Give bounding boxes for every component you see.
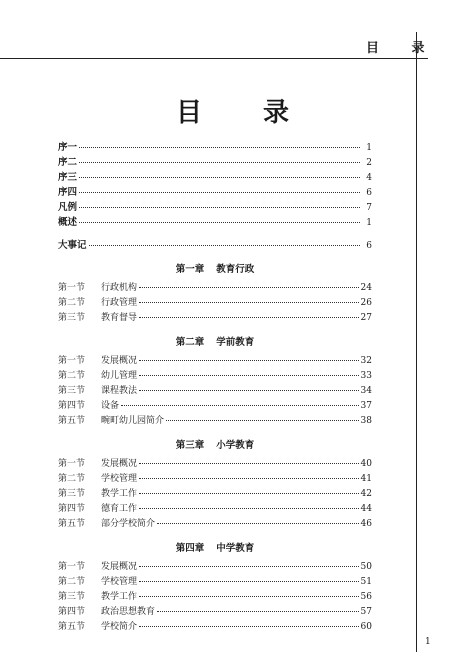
section-page: 37 <box>360 401 372 411</box>
section-name: 畹町幼儿园简介 <box>101 416 165 426</box>
section-page: 50 <box>360 562 372 572</box>
section-number: 第二节 <box>58 474 86 484</box>
page-number: 1 <box>425 637 431 647</box>
section-page: 38 <box>360 416 372 426</box>
spacer <box>58 230 372 238</box>
section-number: 第三节 <box>58 489 86 499</box>
toc-section-entry[interactable] <box>58 605 372 620</box>
toc-entry[interactable] <box>58 140 372 155</box>
section-number: 第五节 <box>58 519 86 529</box>
chapter-title: 小学教育 <box>216 440 255 451</box>
section-page: 56 <box>360 592 372 602</box>
section-page: 42 <box>360 489 372 499</box>
toc-section-entry[interactable] <box>58 472 372 487</box>
toc-section-entry[interactable] <box>58 281 372 296</box>
chapter-heading <box>58 538 372 560</box>
section-name: 行政机构 <box>101 283 138 293</box>
toc-section-entry[interactable] <box>58 296 372 311</box>
leader-dots <box>139 478 359 479</box>
toc-section-entry[interactable] <box>58 517 372 532</box>
chapter-number: 第二章 <box>175 337 205 348</box>
section-page: 33 <box>360 371 372 381</box>
chapter-title: 中学教育 <box>216 543 255 554</box>
section-name: 政治思想教育 <box>101 607 156 617</box>
leader-dots <box>139 375 359 376</box>
leader-dots <box>121 405 359 406</box>
toc-section-entry[interactable] <box>58 620 372 635</box>
section-name: 发展概况 <box>101 459 138 469</box>
leader-dots <box>139 508 359 509</box>
chapter-number: 第四章 <box>175 543 205 554</box>
toc-section-entry[interactable] <box>58 590 372 605</box>
running-header: 目 录 <box>366 41 439 56</box>
toc-entry-label: 序二 <box>58 157 78 168</box>
toc-entry-page: 1 <box>366 218 372 228</box>
section-name: 教育督导 <box>101 313 138 323</box>
toc-entry-page: 2 <box>366 158 372 168</box>
section-page: 32 <box>360 356 372 366</box>
toc-section-entry[interactable] <box>58 457 372 472</box>
section-number: 第四节 <box>58 401 86 411</box>
section-number: 第三节 <box>58 386 86 396</box>
header-vertical-rule <box>416 32 417 652</box>
section-name: 课程教法 <box>101 386 138 396</box>
leader-dots <box>139 493 359 494</box>
toc-entry-page: 7 <box>366 203 372 213</box>
section-name: 幼儿管理 <box>101 371 138 381</box>
toc-entry[interactable] <box>58 170 372 185</box>
section-name: 发展概况 <box>101 356 138 366</box>
toc-section-entry[interactable] <box>58 575 372 590</box>
section-name: 学校管理 <box>101 474 138 484</box>
toc-entry-label: 概述 <box>58 217 78 228</box>
leader-dots <box>79 192 360 193</box>
toc-entry-label: 序四 <box>58 187 78 198</box>
toc-entry[interactable] <box>58 215 372 230</box>
toc-entry-chronicle[interactable] <box>58 238 372 253</box>
section-page: 46 <box>360 519 372 529</box>
section-page: 26 <box>360 298 372 308</box>
chapter-heading <box>58 435 372 457</box>
section-name: 学校管理 <box>101 577 138 587</box>
section-number: 第五节 <box>58 622 86 632</box>
leader-dots <box>79 147 360 148</box>
section-name: 教学工作 <box>101 489 138 499</box>
section-name: 部分学校简介 <box>101 519 156 529</box>
toc-entry[interactable] <box>58 155 372 170</box>
chapter-number: 第三章 <box>175 440 205 451</box>
section-number: 第一节 <box>58 562 86 572</box>
toc-section-entry[interactable] <box>58 384 372 399</box>
section-page: 34 <box>360 386 372 396</box>
toc-entry-label: 序一 <box>58 142 78 153</box>
toc-section-entry[interactable] <box>58 487 372 502</box>
toc-entry-page: 1 <box>366 143 372 153</box>
section-name: 行政管理 <box>101 298 138 308</box>
toc-entry[interactable] <box>58 185 372 200</box>
chapter-heading <box>58 332 372 354</box>
section-number: 第一节 <box>58 356 86 366</box>
chapter-title: 教育行政 <box>216 264 255 275</box>
leader-dots <box>139 287 359 288</box>
leader-dots <box>139 463 359 464</box>
leader-dots <box>166 420 359 421</box>
section-name: 设备 <box>101 401 120 411</box>
section-page: 24 <box>360 283 372 293</box>
chapter-heading <box>58 259 372 281</box>
section-page: 27 <box>360 313 372 323</box>
leader-dots <box>139 390 359 391</box>
toc-entry-label: 大事记 <box>58 240 87 251</box>
section-page: 44 <box>360 504 372 514</box>
leader-dots <box>139 566 359 567</box>
toc-entry-page: 6 <box>366 188 372 198</box>
section-page: 51 <box>360 577 372 587</box>
section-name: 德育工作 <box>101 504 138 514</box>
section-name: 学校简介 <box>101 622 138 632</box>
toc-entry-page: 6 <box>366 241 372 251</box>
leader-dots <box>139 626 359 627</box>
page-title: 目 录 <box>176 98 316 128</box>
toc-entry-label: 序三 <box>58 172 78 183</box>
leader-dots <box>139 581 359 582</box>
leader-dots <box>139 317 359 318</box>
toc-section-entry[interactable] <box>58 354 372 369</box>
chapter-title: 学前教育 <box>216 337 255 348</box>
leader-dots <box>89 245 360 246</box>
toc-section-entry[interactable] <box>58 560 372 575</box>
section-number: 第一节 <box>58 459 86 469</box>
leader-dots <box>79 162 360 163</box>
table-of-contents <box>58 140 372 635</box>
toc-section-entry[interactable] <box>58 311 372 326</box>
chapter-number: 第一章 <box>175 264 205 275</box>
section-page: 40 <box>360 459 372 469</box>
leader-dots <box>79 222 360 223</box>
leader-dots <box>79 177 360 178</box>
leader-dots <box>157 611 359 612</box>
leader-dots <box>157 523 359 524</box>
toc-entry-page: 4 <box>366 173 372 183</box>
section-number: 第五节 <box>58 416 86 426</box>
section-page: 41 <box>360 474 372 484</box>
toc-section-entry[interactable] <box>58 414 372 429</box>
toc-section-entry[interactable] <box>58 502 372 517</box>
section-page: 60 <box>360 622 372 632</box>
toc-section-entry[interactable] <box>58 369 372 384</box>
leader-dots <box>139 360 359 361</box>
toc-entry[interactable] <box>58 200 372 215</box>
section-number: 第二节 <box>58 577 86 587</box>
section-number: 第三节 <box>58 313 86 323</box>
section-name: 发展概况 <box>101 562 138 572</box>
section-name: 教学工作 <box>101 592 138 602</box>
toc-entry-label: 凡例 <box>58 202 78 213</box>
header-rule <box>0 58 428 59</box>
section-number: 第二节 <box>58 371 86 381</box>
section-number: 第四节 <box>58 607 86 617</box>
section-number: 第三节 <box>58 592 86 602</box>
section-number: 第一节 <box>58 283 86 293</box>
leader-dots <box>139 302 359 303</box>
leader-dots <box>139 596 359 597</box>
section-number: 第四节 <box>58 504 86 514</box>
section-page: 57 <box>360 607 372 617</box>
section-number: 第二节 <box>58 298 86 308</box>
leader-dots <box>79 207 360 208</box>
toc-section-entry[interactable] <box>58 399 372 414</box>
